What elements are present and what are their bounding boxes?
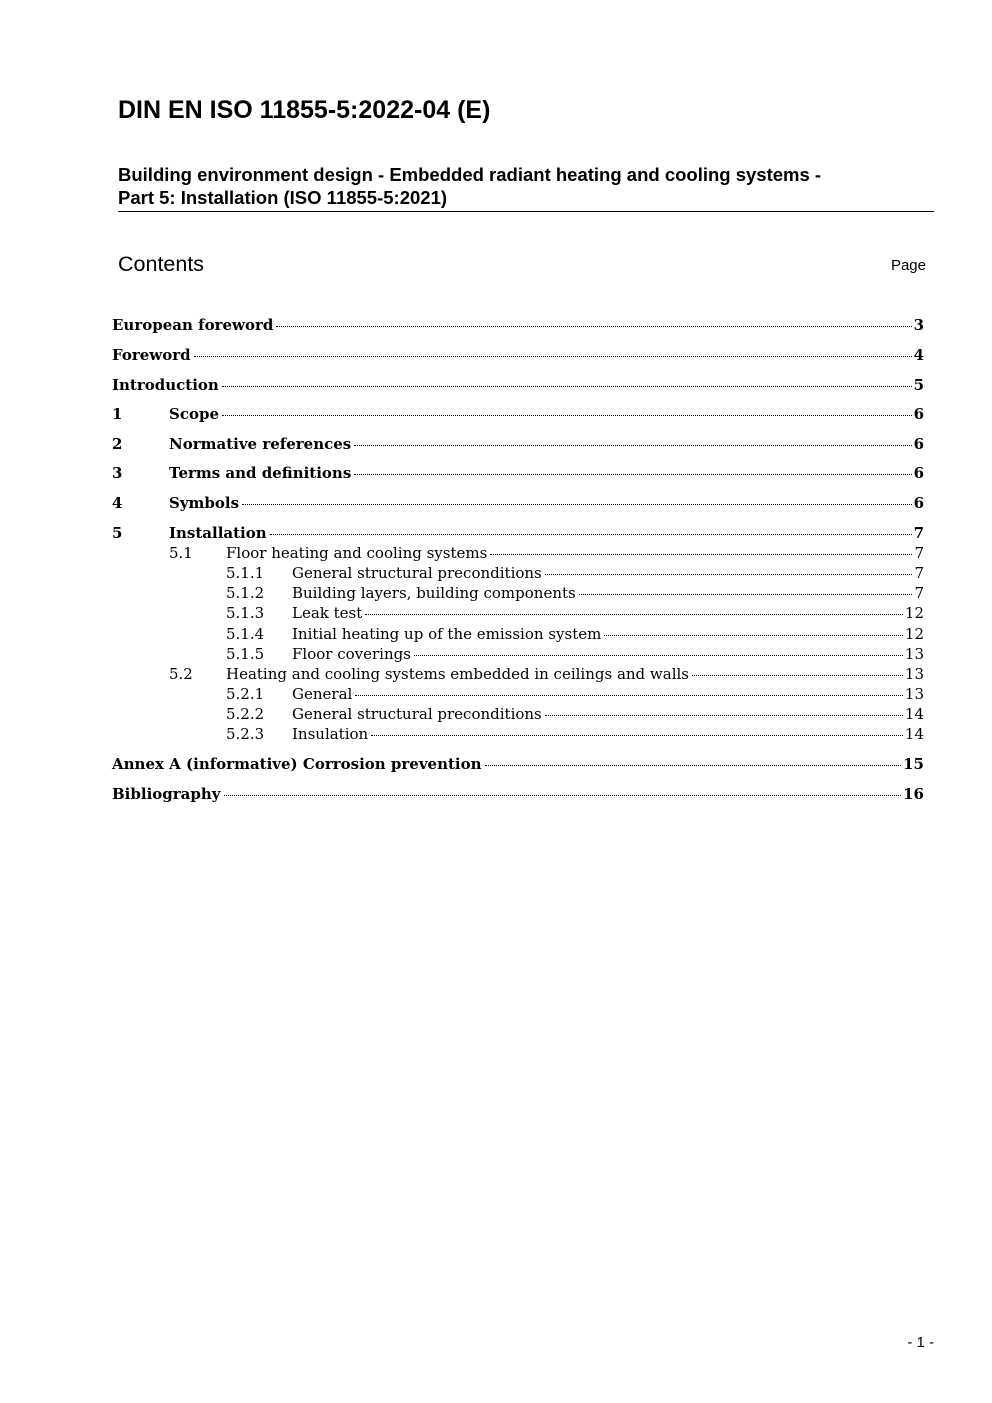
toc-dot-leader — [414, 655, 903, 656]
toc-entry-title: Introduction — [112, 376, 219, 394]
toc-entry-number: 3 — [112, 464, 123, 482]
toc-entry-title: Symbols — [169, 494, 240, 512]
toc-entry-page: 14 — [904, 725, 924, 743]
toc-entry-number: 5.2.3 — [226, 725, 265, 743]
toc-entry-number: 4 — [112, 494, 123, 512]
toc-entry-title: European foreword — [112, 316, 274, 334]
toc-entry-title: Floor heating and cooling systems — [226, 544, 488, 562]
toc-dot-leader — [692, 675, 903, 676]
toc-entry-title: Floor coverings — [292, 645, 411, 663]
toc-entry-foreword[interactable] — [112, 345, 924, 365]
toc-entry-number: 5.1.4 — [226, 625, 265, 643]
toc-dot-leader — [579, 594, 913, 595]
toc-entry-title: Leak test — [292, 604, 363, 622]
toc-entry-page: 16 — [903, 785, 924, 803]
toc-entry-title: Heating and cooling systems embedded in ceilings and walls — [226, 665, 689, 683]
document-title — [118, 163, 934, 212]
toc-entry-number: 5.1.5 — [226, 645, 265, 663]
toc-dot-leader — [365, 614, 903, 615]
page-number: - 1 - — [907, 1334, 934, 1351]
toc-entry-european-foreword[interactable] — [112, 315, 924, 335]
document-title-line-2: Part 5: Installation (ISO 11855-5:2021) — [118, 187, 448, 208]
toc-entry-title: General structural preconditions — [292, 564, 542, 582]
toc-entry-5-2-3[interactable] — [226, 724, 924, 744]
document-id: DIN EN ISO 11855-5:2022-04 (E) — [118, 96, 491, 124]
toc-entry-title: Insulation — [292, 725, 369, 743]
toc-dot-leader — [604, 635, 903, 636]
toc-entry-page: 7 — [914, 544, 924, 562]
toc-entry-number: 2 — [112, 435, 123, 453]
toc-entry-page: 15 — [903, 755, 924, 773]
toc-dot-leader — [354, 445, 911, 446]
toc-dot-leader — [371, 735, 903, 736]
toc-entry-page: 13 — [904, 645, 924, 663]
toc-dot-leader — [224, 795, 902, 796]
toc-entry-number: 5.1 — [169, 544, 193, 562]
toc-entry-page: 6 — [913, 405, 924, 423]
toc-dot-leader — [355, 695, 903, 696]
toc-entry-number: 5.2 — [169, 665, 193, 683]
toc-entry-page: 7 — [914, 564, 924, 582]
toc-entry-page: 7 — [913, 524, 924, 542]
toc-entry-page: 5 — [913, 376, 924, 394]
toc-entry-annex-a[interactable] — [112, 754, 924, 774]
toc-entry-number: 5 — [112, 524, 123, 542]
toc-entry-page: 13 — [904, 685, 924, 703]
toc-entry-number: 5.1.2 — [226, 584, 265, 602]
toc-entry-5-1-2[interactable] — [226, 583, 924, 603]
toc-entry-number: 5.1.3 — [226, 604, 265, 622]
toc-entry-5-1-4[interactable] — [226, 624, 924, 644]
toc-entry-normative-references[interactable] — [112, 434, 924, 454]
contents-heading: Contents — [118, 252, 205, 276]
toc-entry-installation[interactable] — [112, 523, 924, 543]
toc-entry-bibliography[interactable] — [112, 784, 924, 804]
toc-entry-title: General — [292, 685, 353, 703]
toc-entry-scope[interactable] — [112, 404, 924, 424]
document-title-line-1: Building environment design - Embedded radiant heating and cooling systems - — [118, 164, 822, 185]
toc-entry-title: Installation — [169, 524, 267, 542]
toc-entry-number: 5.2.1 — [226, 685, 265, 703]
toc-entry-5-2-1[interactable] — [226, 684, 924, 704]
toc-entry-title: Normative references — [169, 435, 352, 453]
toc-entry-number: 5.2.2 — [226, 705, 265, 723]
toc-entry-introduction[interactable] — [112, 375, 924, 395]
toc-entry-5-1[interactable] — [169, 543, 924, 563]
page-column-label: Page — [890, 257, 926, 274]
toc-entry-number: 1 — [112, 405, 123, 423]
toc-dot-leader — [545, 715, 903, 716]
toc-entry-5-1-3[interactable] — [226, 603, 924, 623]
toc-dot-leader — [270, 534, 912, 535]
toc-entry-page: 12 — [904, 604, 924, 622]
toc-dot-leader — [276, 326, 911, 327]
toc-dot-leader — [222, 415, 912, 416]
toc-entry-title: Annex A (informative) Corrosion prevention — [112, 755, 482, 773]
toc-entry-page: 6 — [913, 435, 924, 453]
toc-entry-number: 5.1.1 — [226, 564, 265, 582]
toc-entry-5-1-1[interactable] — [226, 563, 924, 583]
toc-dot-leader — [222, 386, 912, 387]
toc-dot-leader — [194, 356, 912, 357]
toc-dot-leader — [485, 765, 902, 766]
toc-entry-symbols[interactable] — [112, 493, 924, 513]
toc-entry-page: 3 — [913, 316, 924, 334]
toc-entry-title: Bibliography — [112, 785, 221, 803]
toc-entry-title: Scope — [169, 405, 220, 423]
toc-entry-page: 14 — [904, 705, 924, 723]
toc-entry-title: Initial heating up of the emission system — [292, 625, 602, 643]
toc-entry-page: 12 — [904, 625, 924, 643]
toc-entry-title: Terms and definitions — [169, 464, 352, 482]
toc-entry-page: 6 — [913, 494, 924, 512]
toc-entry-title: General structural preconditions — [292, 705, 542, 723]
toc-entry-title: Building layers, building components — [292, 584, 576, 602]
toc-dot-leader — [545, 574, 913, 575]
toc-dot-leader — [354, 474, 911, 475]
toc-dot-leader — [242, 504, 912, 505]
toc-entry-page: 7 — [914, 584, 924, 602]
toc-dot-leader — [490, 554, 912, 555]
toc-entry-terms-and-definitions[interactable] — [112, 463, 924, 483]
toc-entry-page: 13 — [904, 665, 924, 683]
toc-entry-title: Foreword — [112, 346, 191, 364]
toc-entry-page: 4 — [913, 346, 924, 364]
toc-entry-5-2[interactable] — [169, 664, 924, 684]
toc-entry-5-2-2[interactable] — [226, 704, 924, 724]
toc-entry-5-1-5[interactable] — [226, 644, 924, 664]
toc-entry-page: 6 — [913, 464, 924, 482]
